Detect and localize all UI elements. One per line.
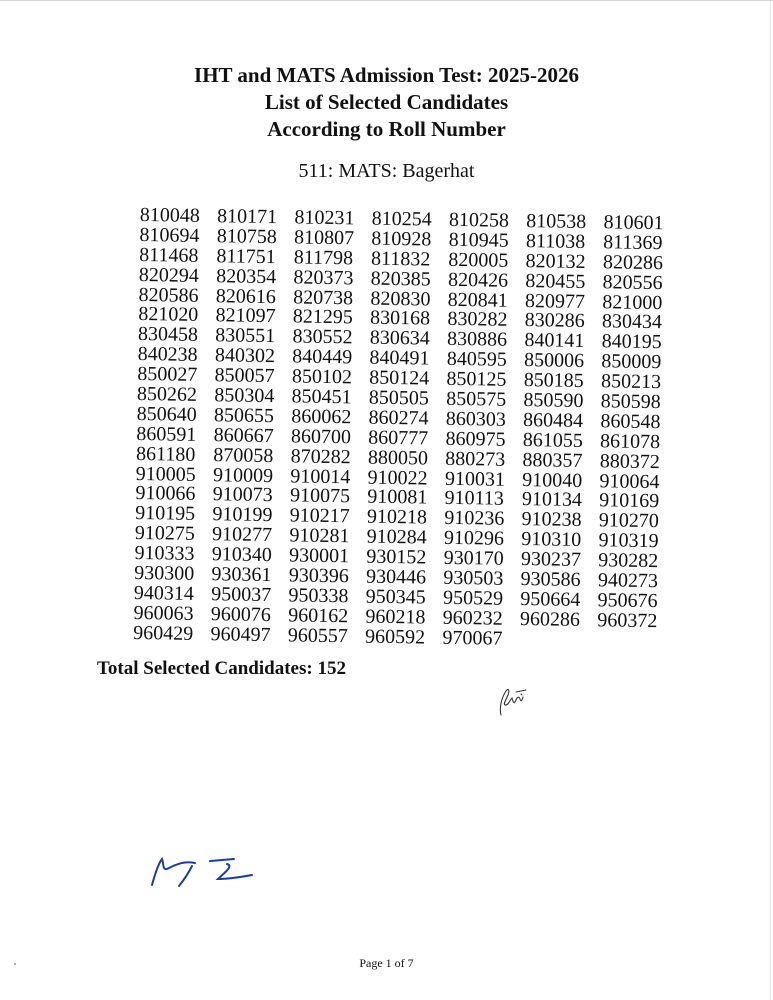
roll-number: 850655 <box>213 404 275 428</box>
roll-number: 910073 <box>212 483 273 507</box>
roll-number: 850505 <box>368 386 430 410</box>
roll-number: 860667 <box>213 423 274 447</box>
roll-number: 910005 <box>135 462 196 486</box>
total-selected-count: Total Selected Candidates: 152 <box>97 658 346 679</box>
roll-number: 960063 <box>133 601 194 625</box>
roll-number: 930237 <box>520 548 582 572</box>
roll-number: 820385 <box>370 267 431 291</box>
roll-number: 930396 <box>288 564 349 588</box>
roll-number: 910277 <box>211 523 273 547</box>
roll-number: 880357 <box>522 448 583 472</box>
roll-number: 910031 <box>444 467 506 491</box>
page-number: Page 1 of 7 <box>359 956 414 970</box>
roll-number: 960286 <box>519 607 581 631</box>
roll-number: 910169 <box>599 489 660 513</box>
roll-number: 840595 <box>446 348 507 372</box>
roll-number: 910281 <box>289 524 350 548</box>
roll-number: 830168 <box>369 307 431 331</box>
roll-number: 970067 <box>442 626 503 650</box>
roll-number: 910195 <box>134 502 196 526</box>
roll-number: 820556 <box>602 270 663 294</box>
roll-number: 810694 <box>139 223 200 247</box>
roll-number: 820286 <box>602 251 664 275</box>
roll-number: 860274 <box>368 406 429 430</box>
roll-number: 880372 <box>599 449 660 473</box>
exam-center-label: 511: MATS: Bagerhat <box>298 160 475 182</box>
roll-number: 810945 <box>448 228 509 252</box>
roll-number: 850640 <box>136 402 197 426</box>
roll-number: 810254 <box>371 207 432 231</box>
roll-number: 850575 <box>446 387 507 411</box>
roll-number: 860777 <box>368 426 429 450</box>
roll-number: 960232 <box>442 606 503 630</box>
roll-number: 860548 <box>600 410 661 434</box>
roll-number: 850027 <box>137 363 198 387</box>
roll-number: 860484 <box>522 408 584 432</box>
roll-number: 811369 <box>603 231 663 255</box>
roll-number: 850006 <box>523 349 585 373</box>
roll-number: 960497 <box>210 622 271 646</box>
roll-number: 850304 <box>214 384 275 408</box>
roll-number: 960076 <box>210 602 272 626</box>
document-header <box>0 62 773 143</box>
roll-number: 830552 <box>292 325 353 349</box>
roll-number: 930170 <box>443 546 504 570</box>
roll-number: 930446 <box>365 565 427 589</box>
roll-number: 811751 <box>216 244 276 268</box>
roll-number: 910218 <box>366 505 428 529</box>
roll-number: 850262 <box>136 382 198 406</box>
roll-number: 861055 <box>522 428 584 452</box>
roll-number: 930503 <box>443 566 504 590</box>
roll-number: 820294 <box>138 263 200 287</box>
roll-number: 810758 <box>216 225 277 249</box>
roll-number: 960592 <box>364 625 426 649</box>
roll-number: 870058 <box>213 443 274 467</box>
roll-number: 861078 <box>599 430 661 453</box>
roll-number: 821295 <box>292 305 354 329</box>
signature-initials <box>493 683 533 724</box>
roll-number: 960557 <box>287 624 349 648</box>
roll-number: 960218 <box>365 605 426 629</box>
roll-number: 880273 <box>445 447 506 471</box>
roll-number: 910134 <box>521 488 583 512</box>
roll-number: 910275 <box>134 522 196 546</box>
roll-number: 930152 <box>366 545 427 569</box>
roll-number: 820830 <box>370 287 431 311</box>
roll-number: 811038 <box>525 229 586 253</box>
roll-number: 811468 <box>139 243 199 267</box>
roll-number: 950338 <box>288 584 349 608</box>
document-subtitle: List of Selected Candidates <box>264 90 509 114</box>
roll-number: 960162 <box>287 604 349 628</box>
roll-number: 930586 <box>520 568 581 591</box>
roll-number: 830282 <box>447 308 508 332</box>
roll-number: 820616 <box>215 284 277 308</box>
roll-number: 950676 <box>597 589 658 613</box>
roll-number: 910040 <box>522 468 583 492</box>
roll-number: 810258 <box>448 208 510 232</box>
roll-number: 860975 <box>445 427 506 451</box>
roll-number: 850213 <box>600 370 662 394</box>
roll-number: 950037 <box>211 583 272 607</box>
roll-number: 860700 <box>290 425 352 449</box>
roll-number: 910199 <box>212 503 273 527</box>
roll-number: 810601 <box>603 211 664 235</box>
roll-number: 930300 <box>134 561 195 585</box>
roll-number: 820132 <box>525 249 586 273</box>
roll-number: 810231 <box>294 206 355 230</box>
scan-speck <box>14 963 16 965</box>
roll-number: 910014 <box>290 464 351 488</box>
roll-number: 910236 <box>444 507 505 531</box>
roll-number: 860303 <box>445 407 507 431</box>
roll-number: 910075 <box>289 484 351 508</box>
roll-number: 850057 <box>214 364 275 388</box>
roll-number: 840141 <box>524 329 585 353</box>
roll-number: 820738 <box>292 285 354 309</box>
roll-number: 940314 <box>133 581 195 605</box>
roll-number: 910009 <box>212 463 274 487</box>
roll-number: 830286 <box>524 309 585 333</box>
roll-number: 840449 <box>292 345 353 369</box>
roll-number: 910310 <box>521 528 582 552</box>
scan-edge <box>0 0 773 1</box>
roll-number: 910238 <box>521 508 582 532</box>
roll-number: 910296 <box>443 527 505 551</box>
roll-number: 810171 <box>216 205 278 229</box>
roll-number: 820841 <box>447 288 508 312</box>
roll-number: 820005 <box>448 248 509 272</box>
roll-number: 860591 <box>136 422 197 446</box>
roll-number: 910113 <box>444 487 505 511</box>
roll-number: 910333 <box>134 542 195 566</box>
roll-number: 840302 <box>214 344 276 368</box>
roll-number: 810538 <box>526 210 587 234</box>
roll-number: 940273 <box>597 569 659 593</box>
roll-number: 820455 <box>525 269 586 293</box>
roll-number: 910284 <box>366 525 427 549</box>
roll-number: 840238 <box>137 343 198 367</box>
roll-number: 850598 <box>600 390 661 414</box>
roll-number: 830551 <box>215 324 276 348</box>
roll-number: 950664 <box>520 587 581 611</box>
roll-number: 821097 <box>215 304 276 328</box>
roll-number: 850102 <box>291 365 353 389</box>
roll-number: 821000 <box>602 290 663 314</box>
roll-number: 821020 <box>138 303 199 327</box>
roll-number: 850590 <box>523 389 584 413</box>
roll-number: 910066 <box>135 482 196 506</box>
roll-number: 850451 <box>291 385 352 409</box>
roll-number: 810807 <box>293 226 355 250</box>
roll-number: 840491 <box>369 346 430 370</box>
roll-number: 910217 <box>289 504 350 528</box>
roll-number: 830886 <box>446 328 508 352</box>
roll-number: 950529 <box>442 586 504 610</box>
roll-number: 910319 <box>598 529 659 553</box>
document-title: IHT and MATS Admission Test: 2025-2026 <box>194 63 579 87</box>
roll-number: 830634 <box>369 326 430 350</box>
roll-number: 811832 <box>370 247 431 271</box>
roll-number: 830458 <box>137 323 199 347</box>
roll-number: 860062 <box>291 405 352 429</box>
signature-mark <box>148 852 260 893</box>
roll-number: 850124 <box>369 366 430 390</box>
roll-number: 820426 <box>447 268 509 292</box>
scan-edge <box>770 0 771 1000</box>
roll-number: 910022 <box>367 466 428 490</box>
roll-number: 820977 <box>524 289 586 313</box>
roll-number: 930001 <box>288 544 350 568</box>
roll-number: 850009 <box>601 350 662 374</box>
roll-number: 850125 <box>446 367 507 391</box>
roll-number: 810048 <box>139 204 201 227</box>
roll-number: 910064 <box>599 469 660 493</box>
roll-number: 840195 <box>601 330 662 354</box>
roll-number: 820373 <box>293 266 354 290</box>
roll-number: 930282 <box>598 549 659 573</box>
roll-number: 910081 <box>367 486 428 510</box>
roll-number: 910340 <box>211 543 272 567</box>
roll-number-grid <box>133 205 680 651</box>
roll-number: 910270 <box>598 509 660 533</box>
roll-number: 811798 <box>293 246 354 270</box>
roll-number: 960429 <box>133 621 194 645</box>
roll-number: 850185 <box>523 369 584 393</box>
roll-number: 861180 <box>135 442 196 466</box>
roll-number: 820586 <box>138 283 199 307</box>
roll-number: 960372 <box>597 609 658 632</box>
document-sort-order: According to Roll Number <box>267 117 506 141</box>
roll-number: 880050 <box>367 446 429 470</box>
roll-number: 950345 <box>365 585 426 609</box>
roll-number: 820354 <box>216 264 277 288</box>
roll-number: 810928 <box>371 227 432 251</box>
roll-number: 830434 <box>601 310 663 334</box>
roll-number: 930361 <box>211 563 272 587</box>
roll-number: 870282 <box>290 445 351 469</box>
